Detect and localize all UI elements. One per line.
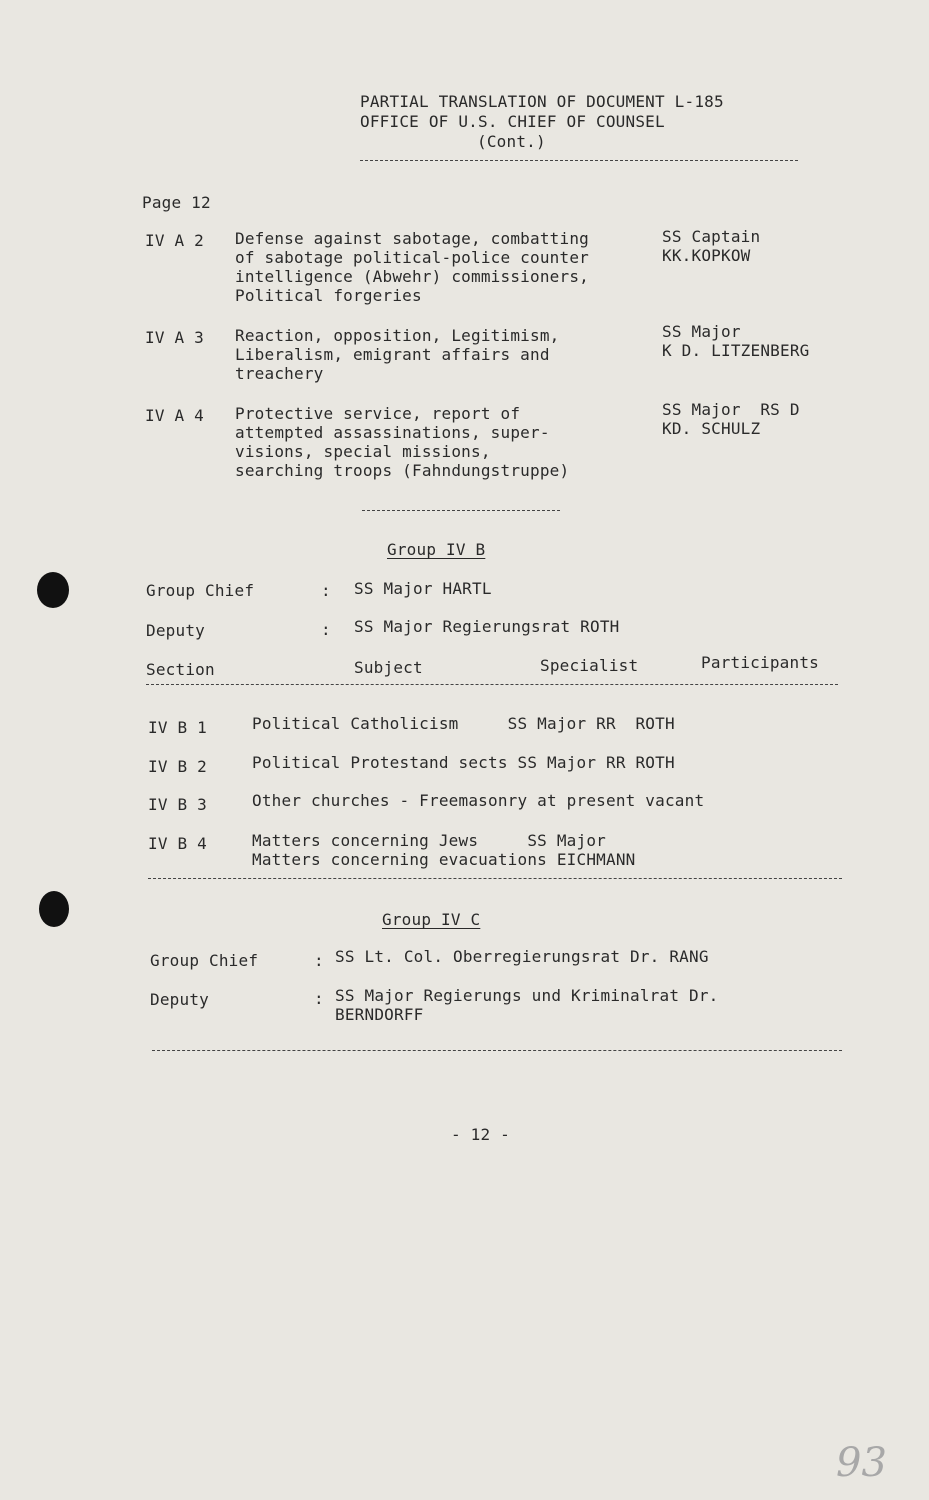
column-header-section: Section — [146, 660, 215, 679]
section-officer: SS Captain KK.KOPKOW — [662, 227, 761, 265]
row-text: Other churches - Freemasonry at present vacant — [252, 791, 705, 810]
group-b-deputy-colon: : — [321, 620, 331, 639]
section-subject: Reaction, opposition, Legitimism, Liberalism, emigrant affairs and treachery — [235, 326, 560, 383]
column-header-participants: Participants — [701, 653, 819, 672]
page-label: Page 12 — [142, 193, 211, 212]
column-header-specialist: Specialist — [540, 656, 639, 675]
group-b-chief-label: Group Chief — [146, 581, 255, 600]
table-header-rule — [146, 684, 838, 685]
section-code: IV A 2 — [145, 231, 204, 250]
column-header-subject: Subject — [354, 658, 423, 677]
section-code: IV A 4 — [145, 406, 204, 425]
group-b-chief-value: SS Major HARTL — [354, 579, 492, 598]
group-c-deputy-colon: : — [314, 989, 324, 1008]
handwritten-page-mark: 93 — [836, 1440, 887, 1486]
group-c-end-rule — [152, 1050, 842, 1051]
row-code: IV B 2 — [148, 757, 207, 776]
group-c-chief-label: Group Chief — [150, 951, 259, 970]
header-line-3: (Cont.) — [477, 132, 546, 151]
punch-hole — [37, 572, 69, 608]
row-code: IV B 3 — [148, 795, 207, 814]
group-b-end-rule — [148, 878, 842, 879]
section-subject: Protective service, report of attempted assassinations, super- visions, special missions, searching troops (Fahndungstruppe) — [235, 404, 570, 480]
row-text: Political Protestand sects SS Major RR ROTH — [252, 753, 675, 772]
page-number: - 12 - — [451, 1125, 510, 1144]
section-officer: SS Major RS D KD. SCHULZ — [662, 400, 800, 438]
section-subject: Defense against sabotage, combatting of sabotage political-police counter intelligence (Abwehr) commissioners, Political forgeries — [235, 229, 589, 305]
header-line-1: PARTIAL TRANSLATION OF DOCUMENT L-185 — [360, 92, 724, 111]
row-text: Matters concerning Jews SS Major Matters concerning evacuations EICHMANN — [252, 831, 636, 869]
group-c-chief-colon: : — [314, 951, 324, 970]
row-text: Political Catholicism SS Major RR ROTH — [252, 714, 675, 733]
row-code: IV B 4 — [148, 834, 207, 853]
section-code: IV A 3 — [145, 328, 204, 347]
section-officer: SS Major K D. LITZENBERG — [662, 322, 810, 360]
section-divider — [362, 510, 560, 511]
group-c-deputy-label: Deputy — [150, 990, 209, 1009]
row-code: IV B 1 — [148, 718, 207, 737]
punch-hole — [39, 891, 69, 927]
header-line-2: OFFICE OF U.S. CHIEF OF COUNSEL — [360, 112, 665, 131]
group-c-title: Group IV C — [382, 910, 481, 929]
group-b-title: Group IV B — [387, 540, 486, 559]
group-b-deputy-label: Deputy — [146, 621, 205, 640]
group-b-chief-colon: : — [321, 581, 331, 600]
group-c-chief-value: SS Lt. Col. Oberregierungsrat Dr. RANG — [335, 947, 709, 966]
header-divider — [360, 160, 798, 161]
group-b-deputy-value: SS Major Regierungsrat ROTH — [354, 617, 620, 636]
group-c-deputy-value: SS Major Regierungs und Kriminalrat Dr. BERNDORFF — [335, 986, 719, 1024]
